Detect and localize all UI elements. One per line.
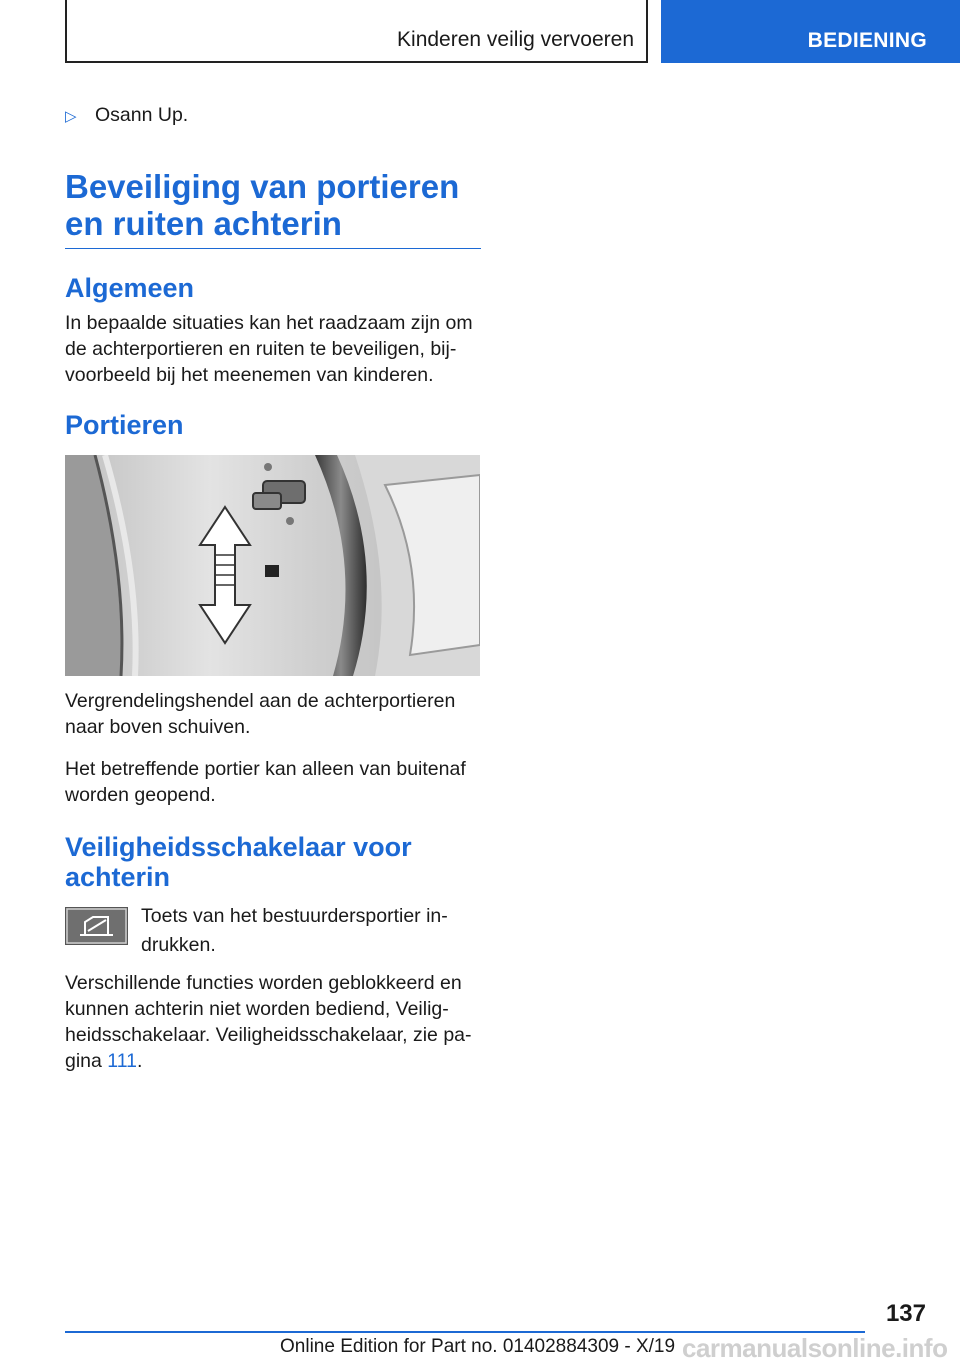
safety-heading-line: achterin <box>65 862 171 892</box>
safety-body-line: heidsschakelaar. Veiligheidsschakelaar, zie pa- <box>65 1024 472 1046</box>
header-chapter-box <box>65 0 648 63</box>
heading-safety-switch <box>65 832 481 892</box>
page-number: 137 <box>885 1300 926 1327</box>
page-title-line1: Beveiliging van portieren <box>65 168 460 205</box>
doors-note-line: worden geopend. <box>65 784 216 806</box>
header-section-tab <box>661 0 960 63</box>
bullet-item <box>65 104 481 127</box>
window-lock-glyph <box>66 908 127 944</box>
safety-body-line <box>65 1048 481 1074</box>
page-title <box>65 168 481 249</box>
safety-body-line: kunnen achterin niet worden bediend, Veilig- <box>65 998 449 1020</box>
door-lock-figure <box>65 455 480 676</box>
safety-body <box>65 970 481 1074</box>
heading-general: Algemeen <box>65 273 195 303</box>
general-line: de achterportieren en ruiten te beveiligen, bij- <box>65 338 457 360</box>
page-reference-link[interactable]: 111 <box>107 1050 137 1072</box>
bullet-text: Osann Up. <box>95 104 189 126</box>
window-lock-icon <box>65 907 128 945</box>
doors-note <box>65 756 481 808</box>
footer-edition: Online Edition for Part no. 01402884309 - X/19 <box>280 1336 676 1357</box>
bullet-marker-icon: ▷ <box>65 108 77 125</box>
door-lock-illustration <box>65 455 480 676</box>
doors-caption <box>65 688 481 740</box>
page-title-line2: en ruiten achterin <box>65 205 342 242</box>
chapter-title: Kinderen veilig vervoeren <box>397 28 634 51</box>
general-line: voorbeeld bij het meenemen van kinderen. <box>65 364 434 386</box>
safety-body-line: Verschillende functies worden geblokkeerd en <box>65 972 462 994</box>
section-tab-label: BEDIENING <box>807 29 927 52</box>
safety-icon-text-line: drukken. <box>141 934 216 956</box>
safety-body-suffix: . <box>136 1050 143 1072</box>
doors-note-line: Het betreffende portier kan alleen van buitenaf <box>65 758 466 780</box>
safety-body-prefix: gina <box>65 1050 108 1072</box>
general-line: In bepaalde situaties kan het raadzaam zijn om <box>65 312 473 334</box>
doors-caption-line: naar boven schuiven. <box>65 716 251 738</box>
safety-icon-text-line: Toets van het bestuurdersportier in- <box>141 905 448 927</box>
heading-doors: Portieren <box>65 410 184 440</box>
safety-heading-line: Veiligheidsschakelaar voor <box>65 832 412 862</box>
doors-caption-line: Vergrendelingshendel aan de achterportieren <box>65 690 456 712</box>
watermark: carmanualsonline.info <box>682 1333 948 1363</box>
general-paragraph <box>65 310 481 388</box>
safety-icon-text <box>141 902 481 960</box>
